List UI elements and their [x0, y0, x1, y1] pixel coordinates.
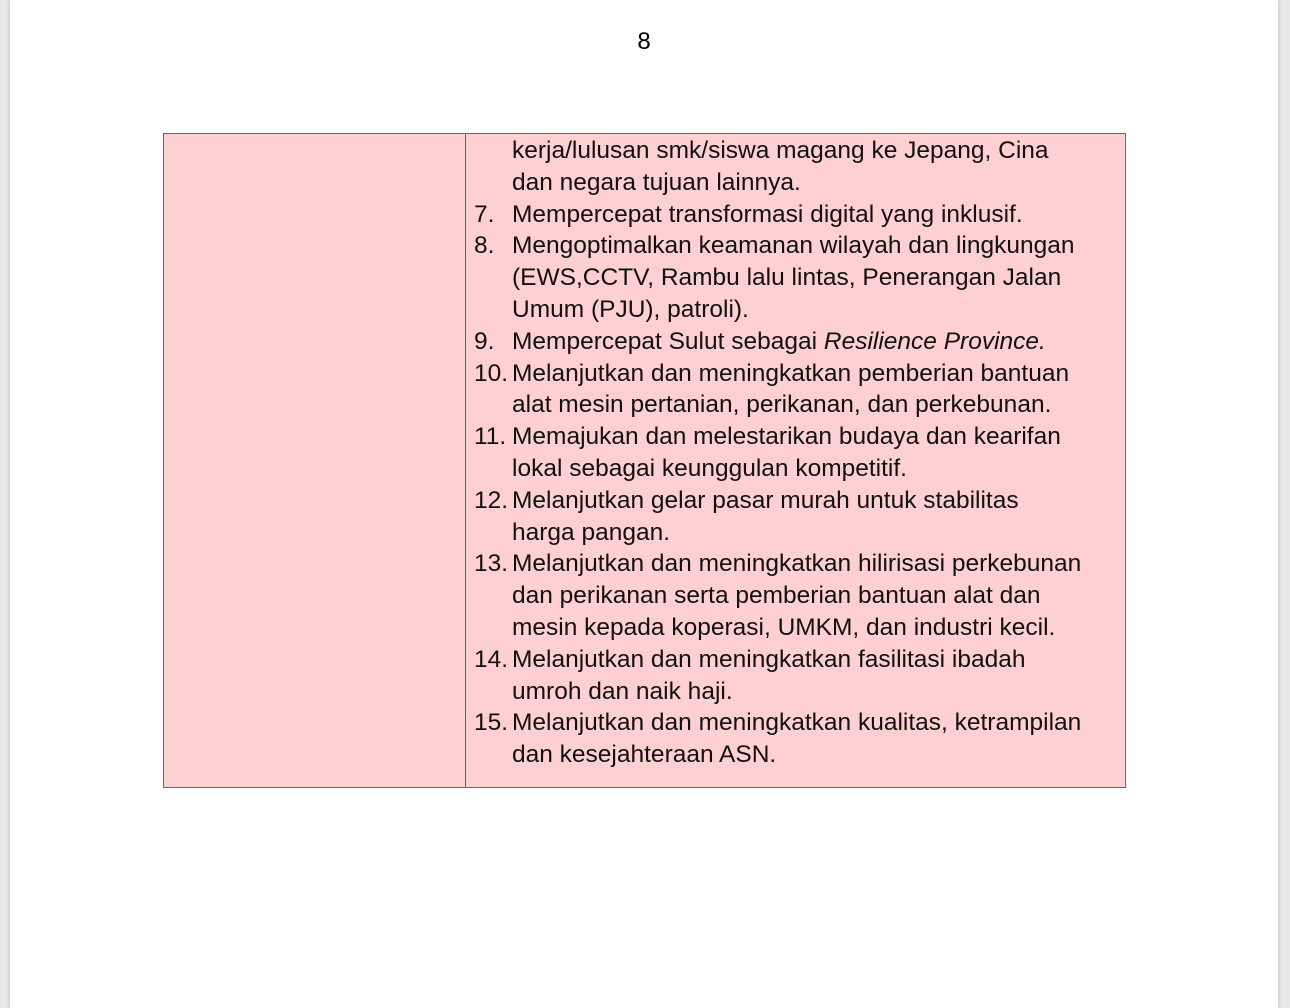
list-item-line: Mengoptimalkan keamanan wilayah dan lingkungan — [512, 232, 1075, 260]
list-item-line: Melanjutkan dan meningkatkan hilirisasi perkebunan — [512, 550, 1082, 578]
list-item-line: Melanjutkan dan meningkatkan kualitas, ketrampilan — [512, 709, 1082, 737]
content-table — [163, 133, 1126, 788]
list-item-line: (EWS,CCTV, Rambu lalu lintas, Penerangan Jalan — [512, 264, 1062, 292]
list-item-line: Umum (PJU), patroli). — [512, 295, 749, 323]
list-item-italic-text: Resilience Province. — [823, 327, 1046, 355]
list-item — [474, 199, 1114, 231]
list-item-line: Melanjutkan dan meningkatkan pemberian bantuan — [512, 359, 1070, 387]
list-item — [474, 485, 1114, 549]
list-item-line: lokal sebagai keunggulan kompetitif. — [512, 454, 907, 482]
list-item-line: dan negara tujuan lainnya. — [512, 168, 801, 196]
list-item-line: Mempercepat transformasi digital yang inklusif. — [512, 200, 1023, 228]
list-item-continuation — [474, 135, 1114, 199]
numbered-list — [474, 135, 1114, 771]
list-item — [474, 358, 1114, 422]
document-page — [10, 0, 1278, 1008]
list-item — [474, 421, 1114, 485]
list-item — [474, 707, 1114, 771]
list-item-line: dan perikanan serta pemberian bantuan alat dan — [512, 582, 1041, 610]
list-item-number: 9. — [474, 327, 495, 355]
list-item-line: dan kesejahteraan ASN. — [512, 741, 777, 769]
list-item-number: 7. — [474, 200, 495, 228]
page-number: 8 — [637, 28, 651, 55]
list-item-number: 12. — [474, 486, 509, 514]
list-item-line: kerja/lulusan smk/siswa magang ke Jepang, Cina — [512, 137, 1049, 164]
list-item — [474, 326, 1114, 358]
table-right-cell — [466, 134, 1125, 787]
list-item-line: mesin kepada koperasi, UMKM, dan industri kecil. — [512, 613, 1056, 641]
list-item — [474, 548, 1114, 643]
list-item — [474, 230, 1114, 325]
list-item-line: Melanjutkan gelar pasar murah untuk stabilitas — [512, 486, 1019, 514]
list-item-number: 11. — [474, 423, 507, 451]
list-item-line: Melanjutkan dan meningkatkan fasilitasi ibadah — [512, 645, 1026, 673]
list-item-line: umroh dan naik haji. — [512, 677, 733, 705]
list-item-number: 13. — [474, 550, 509, 578]
list-item-line: harga pangan. — [512, 518, 671, 546]
list-item-number: 14. — [474, 645, 509, 673]
list-item-number: 8. — [474, 232, 495, 260]
list-item-text: Mempercepat Sulut sebagai — [512, 327, 824, 355]
list-item-number: 10. — [474, 359, 509, 387]
list-item-line — [512, 326, 1114, 358]
list-item-number: 15. — [474, 709, 509, 737]
list-item — [474, 644, 1114, 708]
table-left-cell — [164, 134, 466, 787]
list-item-line: Memajukan dan melestarikan budaya dan kearifan — [512, 423, 1061, 451]
list-item-line: alat mesin pertanian, perikanan, dan perkebunan. — [512, 391, 1052, 419]
